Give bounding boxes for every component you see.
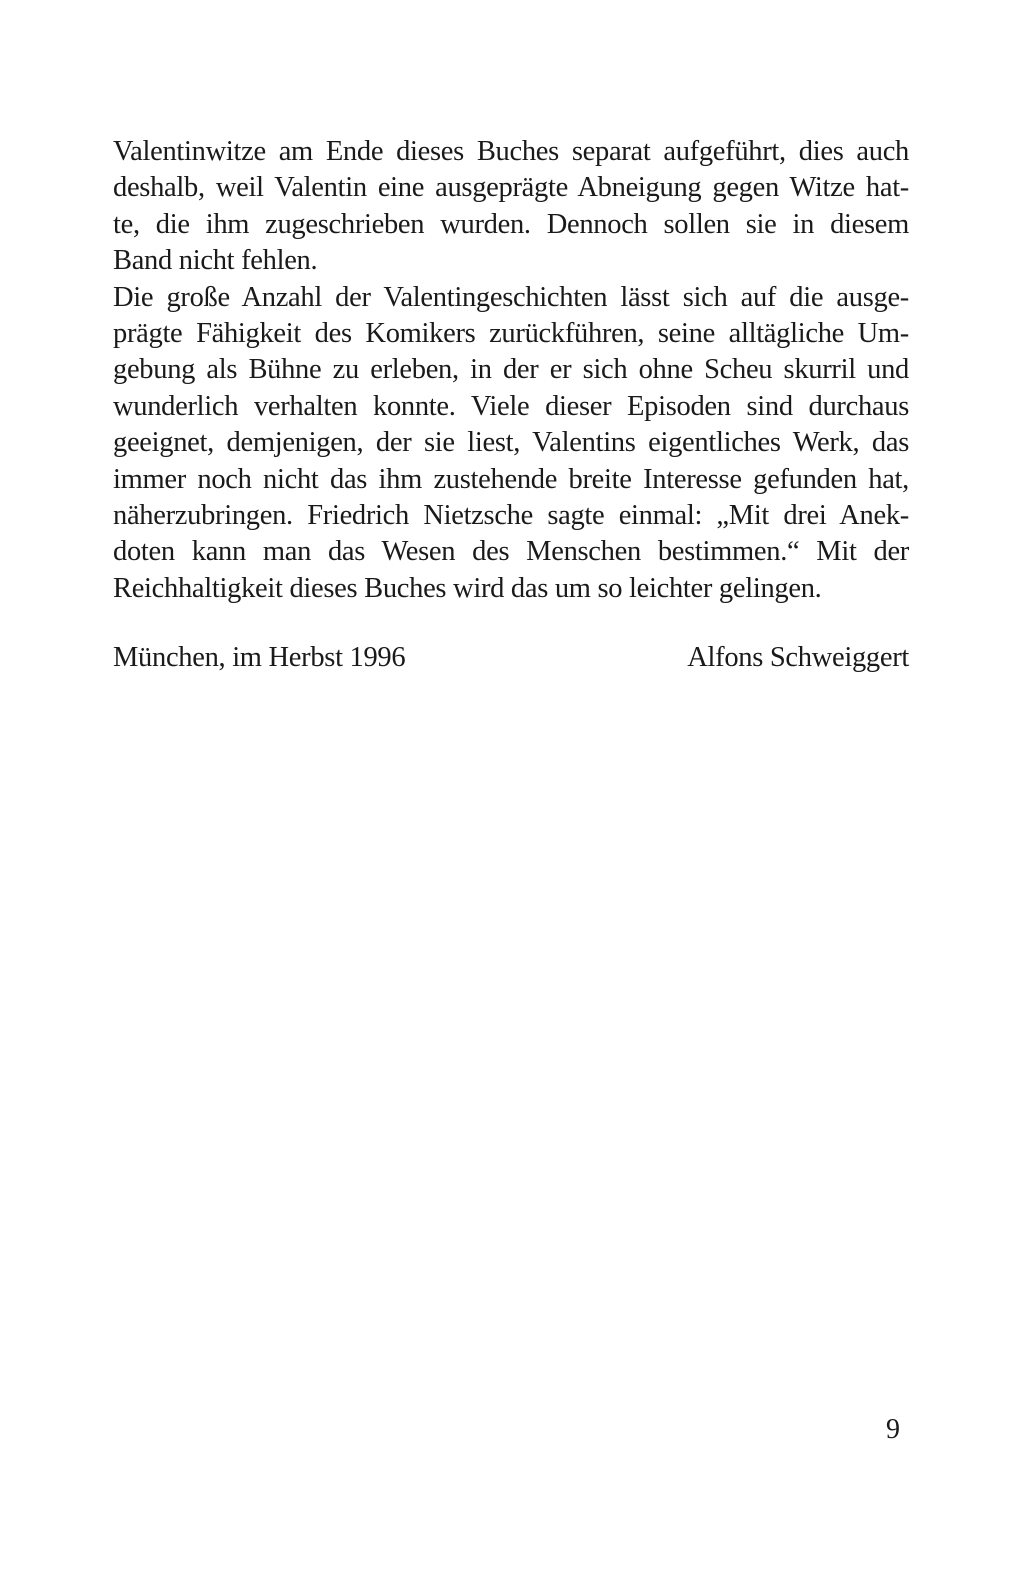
place-date: München, im Herbst 1996 — [113, 642, 406, 673]
author-name: Alfons Schweiggert — [687, 642, 909, 673]
paragraph-2 — [113, 280, 909, 608]
text-line: doten kann man das Wesen des Menschen bestimmen.“ Mit der — [113, 536, 909, 568]
text-line: immer noch nicht das ihm zustehende breite Interesse gefunden hat, — [113, 463, 909, 495]
signature-line — [113, 640, 909, 676]
text-line: Valentinwitze am Ende dieses Buches separat aufgeführt, dies auch — [113, 136, 909, 167]
text-line: Die große Anzahl der Valentingeschichten lässt sich auf die ausge- — [113, 281, 909, 313]
text-line: gebung als Bühne zu erleben, in der er sich ohne Scheu skurril und — [113, 354, 909, 386]
text-line: geeignet, demjenigen, der sie liest, Valentins eigentliches Werk, das — [113, 427, 909, 459]
page-number: 9 — [886, 1414, 900, 1445]
text-line: prägte Fähigkeit des Komikers zurückführen, seine alltägliche Um- — [113, 317, 909, 349]
text-line: te, die ihm zugeschrieben wurden. Dennoch sollen sie in diesem — [113, 208, 909, 240]
text-line: wunderlich verhalten konnte. Viele dieser Episoden sind durchaus — [113, 390, 909, 422]
text-line: Band nicht fehlen. — [113, 245, 318, 277]
text-line: Reichhaltigkeit dieses Buches wird das um so leichter gelingen. — [113, 572, 822, 604]
paragraph-1 — [113, 134, 909, 280]
body-text — [113, 134, 909, 607]
text-line: näherzubringen. Friedrich Nietzsche sagte einmal: „Mit drei Anek- — [113, 499, 909, 531]
text-line: deshalb, weil Valentin eine ausgeprägte Abneigung gegen Witze hat- — [113, 172, 909, 204]
